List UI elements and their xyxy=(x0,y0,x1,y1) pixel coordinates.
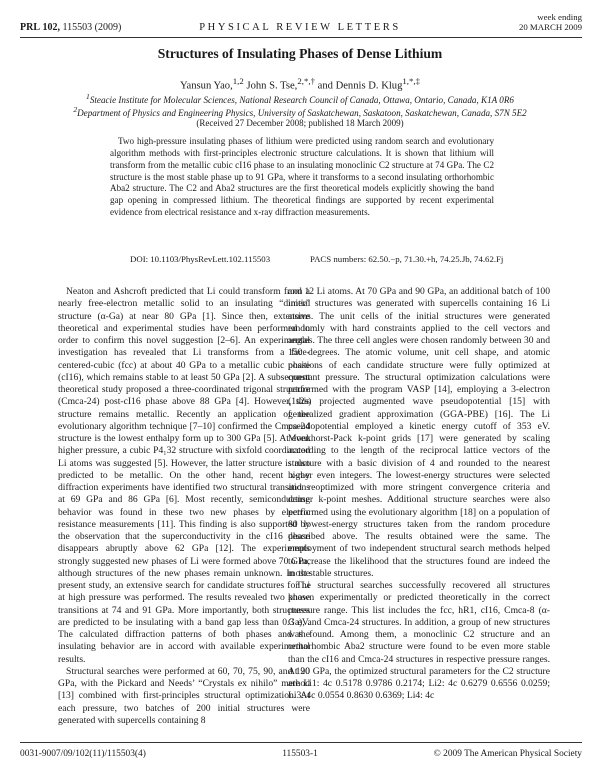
author: Yansun Yao, xyxy=(179,80,233,92)
body-column-left xyxy=(58,286,310,726)
pacs-numbers: PACS numbers: 62.50.−p, 71.30.+h, 74.25.Jb, 74.62.Fj xyxy=(310,254,504,264)
abstract: Two high-pressure insulating phases of lithium were predicted using random search and evolutionary algorithm methods with first-principles electronic structure calculations. It is shown that lithium will transform from the metallic cubic cI16 phase to an insulating monoclinic C2 structure at 74 GPa. The C2 structure is the most stable phase up to 91 GPa, where it transforms to a second insulating orthorhombic Aba2 structure. The C2 and Aba2 structures are the first theoretical models explicitly showing the band gap opening in compressed lithium. The theoretical findings are supported by recent experimental evidence from electrical resistance and x-ray diffraction measurements. xyxy=(110,136,494,218)
paragraph: The structural searches successfully recovered all structures known experimentally or predicted theoretically in the correct pressure range. This list includes the fcc, hR1, cI16, Cmca-8 (α-Ga), and Cmca-24 structures. In addition, a group of new structures was found. Among them, a monoclinic C2 structure and an orthorhombic Aba2 structure were found to be even more stable than the cI16 and Cmca-24 structures in respective pressure ranges. At 90 GPa, the optimized structural parameters for the C2 structure are Li1: 4c 0.5178 0.9786 0.2174; Li2: 4c 0.6279 0.6556 0.0259; Li3: 4c 0.0554 0.8630 0.6369; Li4: 4c xyxy=(288,580,550,702)
affiliation-text: Department of Physics and Engineering Physics, University of Saskatchewan, Saskatoon, Saskatchewan, Canada, S7N 5E2 xyxy=(77,108,527,119)
affiliation-sup: 2 xyxy=(73,105,78,114)
issue-date xyxy=(519,12,582,32)
affiliation xyxy=(0,105,600,118)
author-sup: 1,2 xyxy=(232,76,244,86)
journal-name: PRL xyxy=(20,22,40,33)
author-sup: 2,*,† xyxy=(297,76,315,86)
paragraph: Structural searches were performed at 60, 70, 75, 90, and 120 GPa, with the Pickard and Needs’ “Crystals ex nihilo” method [13] combined with first-principles structural optimization. At each pressure, two batches of 200 initial structures were generated with supercells containing 8 xyxy=(58,665,310,726)
copyright: © 2009 The American Physical Society xyxy=(433,749,582,759)
affiliation-text: Steacie Institute for Molecular Sciences, National Research Council of Canada, Ottawa, Ontario, Canada, K1A 0R6 xyxy=(89,95,514,106)
header-rule xyxy=(20,37,582,38)
footer-rule xyxy=(20,742,582,743)
page-number: 115503-1 xyxy=(282,749,318,759)
paragraph: Neaton and Ashcroft predicted that Li could transform from a nearly free-electron metallic solid to an insulating “dimer” structure (α-Ga) at near 80 GPa [1]. Since then, extensive theoretical and experimental studies have been performed in order to confirm this novel suggestion [2–6]. An experimental investigation has revealed that Li transforms from a face-centered-cubic (fcc) at about 40 GPa to a metallic cubic phase (cI16), which remains stable to at least 50 GPa [2]. A subsequent theoretical study proposed a three-coordinated trigonal structure (Cmca-24) post-cI16 phase above 88 GPa [4]. However, this structure remains metallic. Recently an application of the evolutionary algorithm technique [7–10] confirmed the Cmca-24 structure is the lowest enthalpy form up to 300 GPa [5]. At even higher pressure, a cubic P4₁32 structure with sixfold coordinated Li atoms was suggested [5]. However, the latter structure is also predicted to be metallic. On the other hand, recent x-ray diffraction experiments have identified two structural transitions at 69 GPa and 86 GPa [6]. Most recently, semiconducting behavior was found in these two new phases by electric resistance measurements [11]. This finding is also supported by the observation that the superconductivity in the cI16 phase disappears abruptly above 62 GPa [12]. The experiments strongly suggested new phases of Li were formed above 70 GPa, although structures of the new phases remain unknown. In the present study, an extensive search for candidate structures for Li at high pressure was performed. The results revealed two phase transitions at 74 and 91 GPa. More importantly, both structures are predicted to be insulating with a band gap less than 0.3 eV. The calculated diffraction patterns of both phases and the insulating behavior are in accord with available experimental results. xyxy=(58,286,310,665)
body-column-right xyxy=(288,286,550,716)
paragraph: and 12 Li atoms. At 70 GPa and 90 GPa, an additional batch of 100 initial structures was generated with supercells containing 16 Li atoms. The unit cells of the initial structures were generated randomly with hard constraints applied to the cell vectors and angles. The three cell angles were chosen randomly between 30 and 150 degrees. The atomic volume, unit cell shape, and atomic positions of each candidate structure were fully optimized at constant pressure. The structural optimization calculations were performed with the program VASP [14], employing a 3-electron (1s2s) projected augmented wave pseudopotential [15] with generalized gradient approximation (GGA-PBE) [16]. The Li pseudopotential employed a kinetic energy cutoff of 353 eV. Monkhorst-Pack k-point grids [17] were generated by scaling according to the length of the reciprocal lattice vectors of the structure with a basic division of 4 and rounded to the nearest higher even integers. The lowest-energy structures were selected and reoptimized with more stringent convergence criteria and denser k-point meshes. Additional structure searches were also performed using the evolutionary algorithm [18] on a population of 80 lowest-energy structures taken from the random procedure described above. The results obtained were the same. The employment of two independent structural search methods helped to increase the likelihood that the structures found are indeed the most stable structures. xyxy=(288,286,550,579)
author: and Dennis D. Klug xyxy=(317,80,403,92)
affiliation xyxy=(0,92,600,105)
issn-code: 0031-9007/09/102(11)/115503(4) xyxy=(20,749,146,759)
date: 20 MARCH 2009 xyxy=(518,22,582,32)
received-dates: (Received 27 December 2008; published 18 March 2009) xyxy=(196,118,404,128)
journal-volume: 102, xyxy=(42,22,60,33)
author-list xyxy=(0,76,600,92)
running-title: PHYSICAL REVIEW LETTERS xyxy=(199,22,401,33)
paper-title: Structures of Insulating Phases of Dense Lithium xyxy=(157,46,443,61)
article-number: 115503 (2009) xyxy=(62,22,122,33)
doi-link[interactable]: DOI: 10.1103/PhysRevLett.102.115503 xyxy=(130,254,271,264)
author: John S. Tse, xyxy=(246,80,298,92)
week-label: week ending xyxy=(537,12,582,22)
author-sup: 1,*,‡ xyxy=(402,76,421,86)
affiliation-sup: 1 xyxy=(86,92,90,101)
